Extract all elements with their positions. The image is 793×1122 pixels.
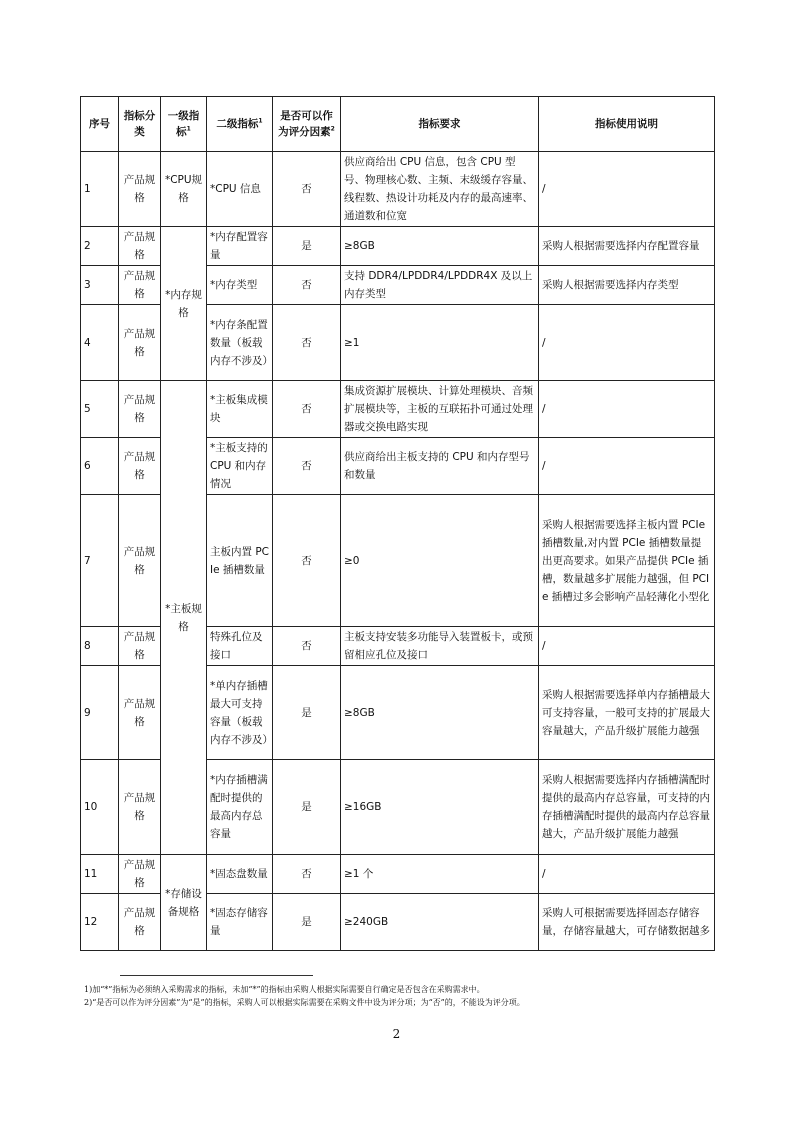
- row-requirement: 供应商给出主板支持的 CPU 和内存型号和数量: [341, 438, 539, 495]
- row-scoring: 否: [273, 438, 341, 495]
- row-scoring: 否: [273, 855, 341, 894]
- row-requirement: ≥1: [341, 305, 539, 381]
- footnote-divider: [120, 975, 313, 976]
- header-no: 序号: [81, 97, 119, 152]
- level1-memory: *内存规格: [161, 227, 207, 381]
- row-no: 11: [81, 855, 119, 894]
- level1-cpu: *CPU规格: [161, 152, 207, 227]
- row-requirement: ≥8GB: [341, 227, 539, 266]
- header-level2: 二级指标$^1$: [207, 97, 273, 152]
- row-scoring: 是: [273, 227, 341, 266]
- row-level2: *内存配置容量: [207, 227, 273, 266]
- row-usage: 采购人根据需要选择主板内置 PCIe 插槽数量,对内置 PCIe 插槽数量提出更高要求。如果产品提供 PCIe 插槽，数量越多扩展能力越强，但 PCIe 插槽过多会影响产品轻薄化小型化: [539, 495, 715, 627]
- row-no: 9: [81, 666, 119, 760]
- row-scoring: 否: [273, 381, 341, 438]
- row-scoring: 是: [273, 666, 341, 760]
- row-usage: 采购人根据需要选择内存类型: [539, 266, 715, 305]
- row-usage: 采购人根据需要选择单内存插槽最大可支持容量，一般可支持的扩展最大容量越大，产品升级扩展能力越强: [539, 666, 715, 760]
- row-no: 7: [81, 495, 119, 627]
- row-requirement: 集成资源扩展模块、计算处理模块、音频扩展模块等，主板的互联拓扑可通过处理器或交换电路实现: [341, 381, 539, 438]
- row-requirement: ≥1 个: [341, 855, 539, 894]
- header-category: 指标分类: [119, 97, 161, 152]
- row-requirement: ≥0: [341, 495, 539, 627]
- row-category: 产品规格: [119, 495, 161, 627]
- row-category: 产品规格: [119, 438, 161, 495]
- header-usage: 指标使用说明: [539, 97, 715, 152]
- row-usage: 采购人可根据需要选择固态存储容量，存储容量越大，可存储数据越多: [539, 894, 715, 951]
- header-row: [81, 97, 715, 152]
- row-level2: *内存类型: [207, 266, 273, 305]
- table-row: [81, 381, 715, 438]
- footnote-1: 1)加“*”指标为必须纳入采购需求的指标，未加“*”的指标由采购人根据实际需要自行确定是否包含在采购需求中。: [84, 985, 485, 994]
- table-row: [81, 227, 715, 266]
- header-scoring: 是否可以作为评分因素$^2$: [273, 97, 341, 152]
- row-usage: /: [539, 627, 715, 666]
- table-row: [81, 855, 715, 894]
- row-no: 12: [81, 894, 119, 951]
- row-scoring: 否: [273, 152, 341, 227]
- row-requirement: ≥240GB: [341, 894, 539, 951]
- header-requirement: 指标要求: [341, 97, 539, 152]
- page-number: 2: [392, 1027, 401, 1041]
- row-level2: *内存插槽满配时提供的最高内存总容量: [207, 760, 273, 855]
- row-no: 5: [81, 381, 119, 438]
- row-no: 2: [81, 227, 119, 266]
- row-level2: *固态盘数量: [207, 855, 273, 894]
- row-scoring: 否: [273, 627, 341, 666]
- row-category: 产品规格: [119, 227, 161, 266]
- row-scoring: 否: [273, 305, 341, 381]
- row-scoring: 否: [273, 495, 341, 627]
- row-usage: /: [539, 855, 715, 894]
- row-level2: 特殊孔位及接口: [207, 627, 273, 666]
- row-level2: *主板支持的 CPU 和内存情况: [207, 438, 273, 495]
- row-no: 6: [81, 438, 119, 495]
- row-no: 3: [81, 266, 119, 305]
- row-category: 产品规格: [119, 666, 161, 760]
- row-no: 1: [81, 152, 119, 227]
- row-category: 产品规格: [119, 760, 161, 855]
- row-requirement: ≥16GB: [341, 760, 539, 855]
- row-category: 产品规格: [119, 855, 161, 894]
- row-category: 产品规格: [119, 266, 161, 305]
- row-level2: *内存条配置数量（板载内存不涉及）: [207, 305, 273, 381]
- row-scoring: 是: [273, 894, 341, 951]
- level1-board: *主板规格: [161, 381, 207, 855]
- footnotes: [84, 983, 724, 1009]
- row-usage: 采购人根据需要选择内存插槽满配时提供的最高内存总容量，可支持的内存插槽满配时提供的最高内存总容量越大，产品升级扩展能力越强: [539, 760, 715, 855]
- footnote-2: 2)“是否可以作为评分因素”为“是”的指标，采购人可以根据实际需要在采购文件中设为评分项；为“否”的，不能设为评分项。: [84, 998, 525, 1007]
- row-usage: /: [539, 305, 715, 381]
- level1-storage: *存储设备规格: [161, 855, 207, 951]
- row-usage: /: [539, 152, 715, 227]
- header-level1: 一级指标$^1$: [161, 97, 207, 152]
- row-category: 产品规格: [119, 152, 161, 227]
- row-level2: *固态存储容量: [207, 894, 273, 951]
- row-usage: /: [539, 438, 715, 495]
- row-usage: 采购人根据需要选择内存配置容量: [539, 227, 715, 266]
- row-category: 产品规格: [119, 305, 161, 381]
- row-no: 8: [81, 627, 119, 666]
- row-scoring: 是: [273, 760, 341, 855]
- row-requirement: 支持 DDR4/LPDDR4/LPDDR4X 及以上内存类型: [341, 266, 539, 305]
- row-no: 10: [81, 760, 119, 855]
- row-category: 产品规格: [119, 894, 161, 951]
- row-category: 产品规格: [119, 627, 161, 666]
- row-level2: 主板内置 PCIe 插槽数量: [207, 495, 273, 627]
- row-requirement: ≥8GB: [341, 666, 539, 760]
- row-no: 4: [81, 305, 119, 381]
- row-requirement: 主板支持安装多功能导入装置板卡，或预留相应孔位及接口: [341, 627, 539, 666]
- spec-table: [80, 96, 715, 951]
- row-level2: *CPU 信息: [207, 152, 273, 227]
- row-requirement: 供应商给出 CPU 信息，包含 CPU 型号、物理核心数、主频、末级缓存容量、线程数、热设计功耗及内存的最高速率、通道数和位宽: [341, 152, 539, 227]
- row-category: 产品规格: [119, 381, 161, 438]
- row-usage: /: [539, 381, 715, 438]
- row-level2: *主板集成模块: [207, 381, 273, 438]
- row-scoring: 否: [273, 266, 341, 305]
- table-row: [81, 152, 715, 227]
- row-level2: *单内存插槽最大可支持容量（板载内存不涉及）: [207, 666, 273, 760]
